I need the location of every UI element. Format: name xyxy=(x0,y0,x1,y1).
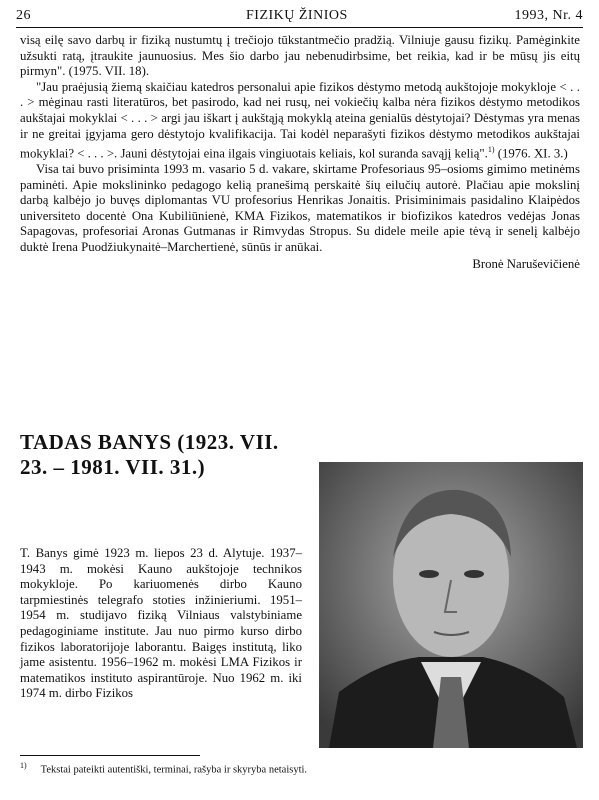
paragraph-1: visą eilę savo darbų ir fiziką nustumtų į trečiojo tūkstantmečio pradžią. Vilniuje gausu fizikų. Pamėginkite užsukti ratą, įtraukite jaunuosius. Mes šio darbo jau nebenudirbsime, bet reikia, kad ir be mūsų jis eitų pirmyn". (1975. VII. 18). xyxy=(20,33,580,79)
paragraph-3: Visa tai buvo prisiminta 1993 m. vasario 5 d. vakare, skirtame Profesoriaus 95–osioms gimimo metinėms paminėti. Apie mokslininko pedagogo kelią pranešimą perskaitė šių eilučių autorė. Plačiau apie mokslinį darbą kalbėjo jo buvęs diplomantas VU profesorius Henrikas Jonaitis. Prisiminimais pasidalino Klaipėdos universiteto docentė Ona Kubiliūnienė, KMA Fizikos, matematikos ir biofizikos katedros vedėjas Jonas Sapagovas, profesoriai Aronas Gutmanas ir Rimvydas Stropus. Su didele meile apie tėvą ir senelį kalbėjo duktė Irena Puodžiukynaitė–Marchertienė, sūnūs ir anūkai. xyxy=(20,162,580,254)
quote-date: (1976. XI. 3.) xyxy=(497,146,568,161)
footnote-ref: 1) xyxy=(487,145,495,155)
footnote xyxy=(20,761,580,776)
footnote-marker: 1) xyxy=(20,761,27,770)
biography-text: T. Banys gimė 1923 m. liepos 23 d. Alytuje. 1937–1943 m. mokėsi Kauno aukštojoje technikos mokykloje. Po kariuomenės dirbo Kauno tarpmiestinės telegrafo stoties inžinieriumi. 1951–1954 m. studijavo fiziką Vilniaus valstybiniame pedagoginiame institute. Jau nuo pirmo kurso dirbo fizikos laboratorijoje laborantu. Baigęs institutą, liko jame asistentu. 1956–1962 m. mokėsi LMA Fizikos ir matematikos instituto aspirantūroje. Nuo 1962 m. iki 1974 m. dirbo Fizikos xyxy=(20,546,302,701)
portrait-image xyxy=(319,462,583,748)
running-header xyxy=(16,8,583,26)
footnote-rule xyxy=(20,755,200,756)
article-title: TADAS BANYS (1923. VII. 23. – 1981. VII. 31.) xyxy=(20,430,279,479)
article-continuation xyxy=(20,33,580,272)
page-number: 26 xyxy=(16,8,31,23)
author-signature: Bronė Naruševičienė xyxy=(472,256,580,271)
footnote-text: Tekstai pateikti autentiški, terminai, rašyba ir skyryba netaisyti. xyxy=(40,764,308,776)
portrait-photo xyxy=(319,462,583,748)
paragraph-2 xyxy=(20,80,580,162)
issue-label: 1993, Nr. 4 xyxy=(514,8,583,23)
quote-text: "Jau praėjusią žiemą skaičiau katedros personalui apie fizikos dėstymo metodą aukštojoje mokykloje < . . . > mėginau rasti literatūros, bet pasirodo, kad nei rusų, nei vokiečių kalba nėra fizikos dėstymo metodikos aukštajai mokyklai < . . . > argi jau iškart į aukštąją mokyklą ateina genialūs dėstytojai? Dėstymas yra menas ir ne greitai įgyjama gero dėstytojo kvalifikacija. Tai kodėl neparašyti fizikos dėstymo metodikos aukštajai mokyklai? < . . . >. Jauni dėstytojai eina ilgais vingiuotais keliais, kol suranda savąjį kelią". xyxy=(20,79,580,161)
journal-title: FIZIKŲ ŽINIOS xyxy=(246,8,348,23)
header-rule xyxy=(16,27,583,28)
